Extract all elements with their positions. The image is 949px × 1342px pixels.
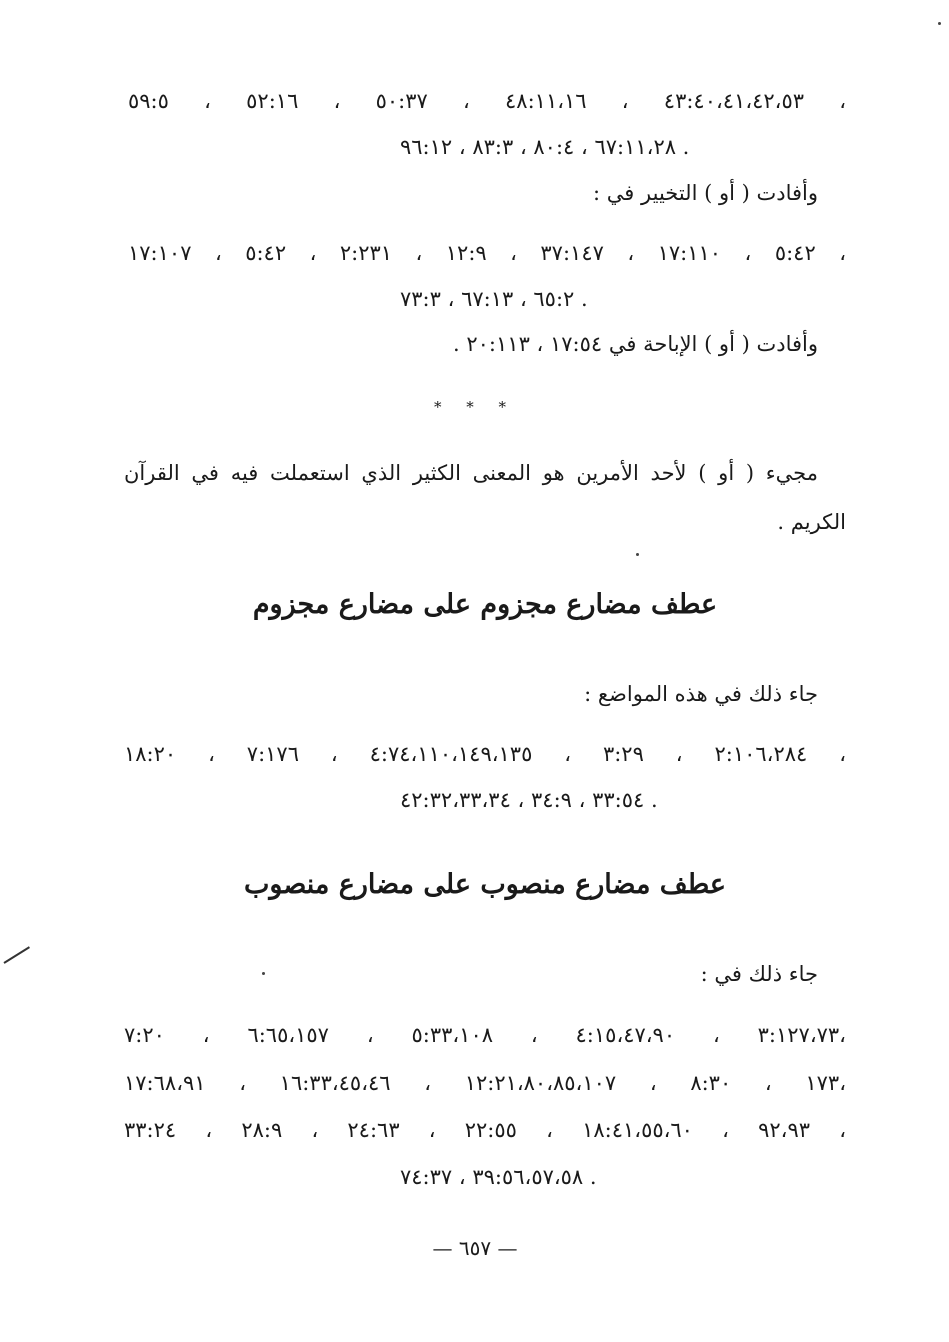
summary-line: مجيء ( أو ) لأحد الأمرين هو المعنى الكثير الذي استعملت فيه في القرآن [124, 461, 818, 485]
ibaha-line: وأفادت ( أو ) الإباحة في ١٧:٥٤ ، ٢٠:١١٣ . [453, 332, 818, 356]
citation-line: ٤٣:٤٠،٤١،٤٢،٥٣ ، ٤٨:١١،١٦ ، ٥٠:٣٧ ، ٥٢:١٦ ، ٥٩:٥ ، [128, 89, 846, 113]
section-separator: * * * [433, 398, 517, 416]
scan-speck [636, 553, 639, 556]
takhyir-intro: وأفادت ( أو ) التخيير في : [593, 181, 818, 205]
section-heading: عطف مضارع مجزوم على مضارع مجزوم [252, 589, 718, 620]
citation-line: ٥:٤٢ ، ١٧:١١٠ ، ٣٧:١٤٧ ، ١٢:٩ ، ٢:٢٣١ ، ٥:٤٢ ، ١٧:١٠٧ ، [128, 241, 846, 265]
citation-line: ١٧٣ ، ٨:٣٠ ، ١٢:٢١،٨٠،٨٥،١٠٧ ، ١٦:٣٣،٤٥،٤٦ ، ١٧:٦٨،٩١، [124, 1071, 846, 1095]
summary-line: الكريم . [777, 510, 846, 534]
citation-line: ٦٧:١١،٢٨ ، ٨٠:٤ ، ٨٣:٣ ، ٩٦:١٢ . [400, 135, 690, 159]
section-heading: عطف مضارع منصوب على مضارع منصوب [243, 869, 727, 900]
section-intro: جاء ذلك في هذه المواضع : [584, 682, 818, 706]
citation-line: ٦٥:٢ ، ٦٧:١٣ ، ٧٣:٣ . [400, 287, 588, 311]
citation-line: ٢:١٠٦،٢٨٤ ، ٣:٢٩ ، ٤:٧٤،١١٠،١٤٩،١٣٥ ، ٧:١٧٦ ، ١٨:٢٠ ، [124, 742, 846, 766]
page-number: — ٦٥٧ — [432, 1236, 518, 1260]
scan-speck [938, 22, 941, 25]
section-intro: جاء ذلك في : [700, 962, 818, 986]
citation-line: ٣٣:٥٤ ، ٣٤:٩ ، ٤٢:٣٢،٣٣،٣٤ . [400, 788, 658, 812]
margin-mark [3, 946, 30, 964]
citation-line: ٩٢،٩٣ ، ١٨:٤١،٥٥،٦٠ ، ٢٢:٥٥ ، ٢٤:٦٣ ، ٢٨:٩ ، ٣٣:٢٤ ، [124, 1118, 846, 1142]
citation-line: ٣:١٢٧،٧٣ ، ٤:١٥،٤٧،٩٠ ، ٥:٣٣،١٠٨ ، ٦:٦٥،١٥٧ ، ٧:٢٠، [124, 1023, 846, 1047]
scan-speck [262, 972, 265, 975]
citation-line: ٣٩:٥٦،٥٧،٥٨ ، ٧٤:٣٧ . [400, 1165, 597, 1189]
